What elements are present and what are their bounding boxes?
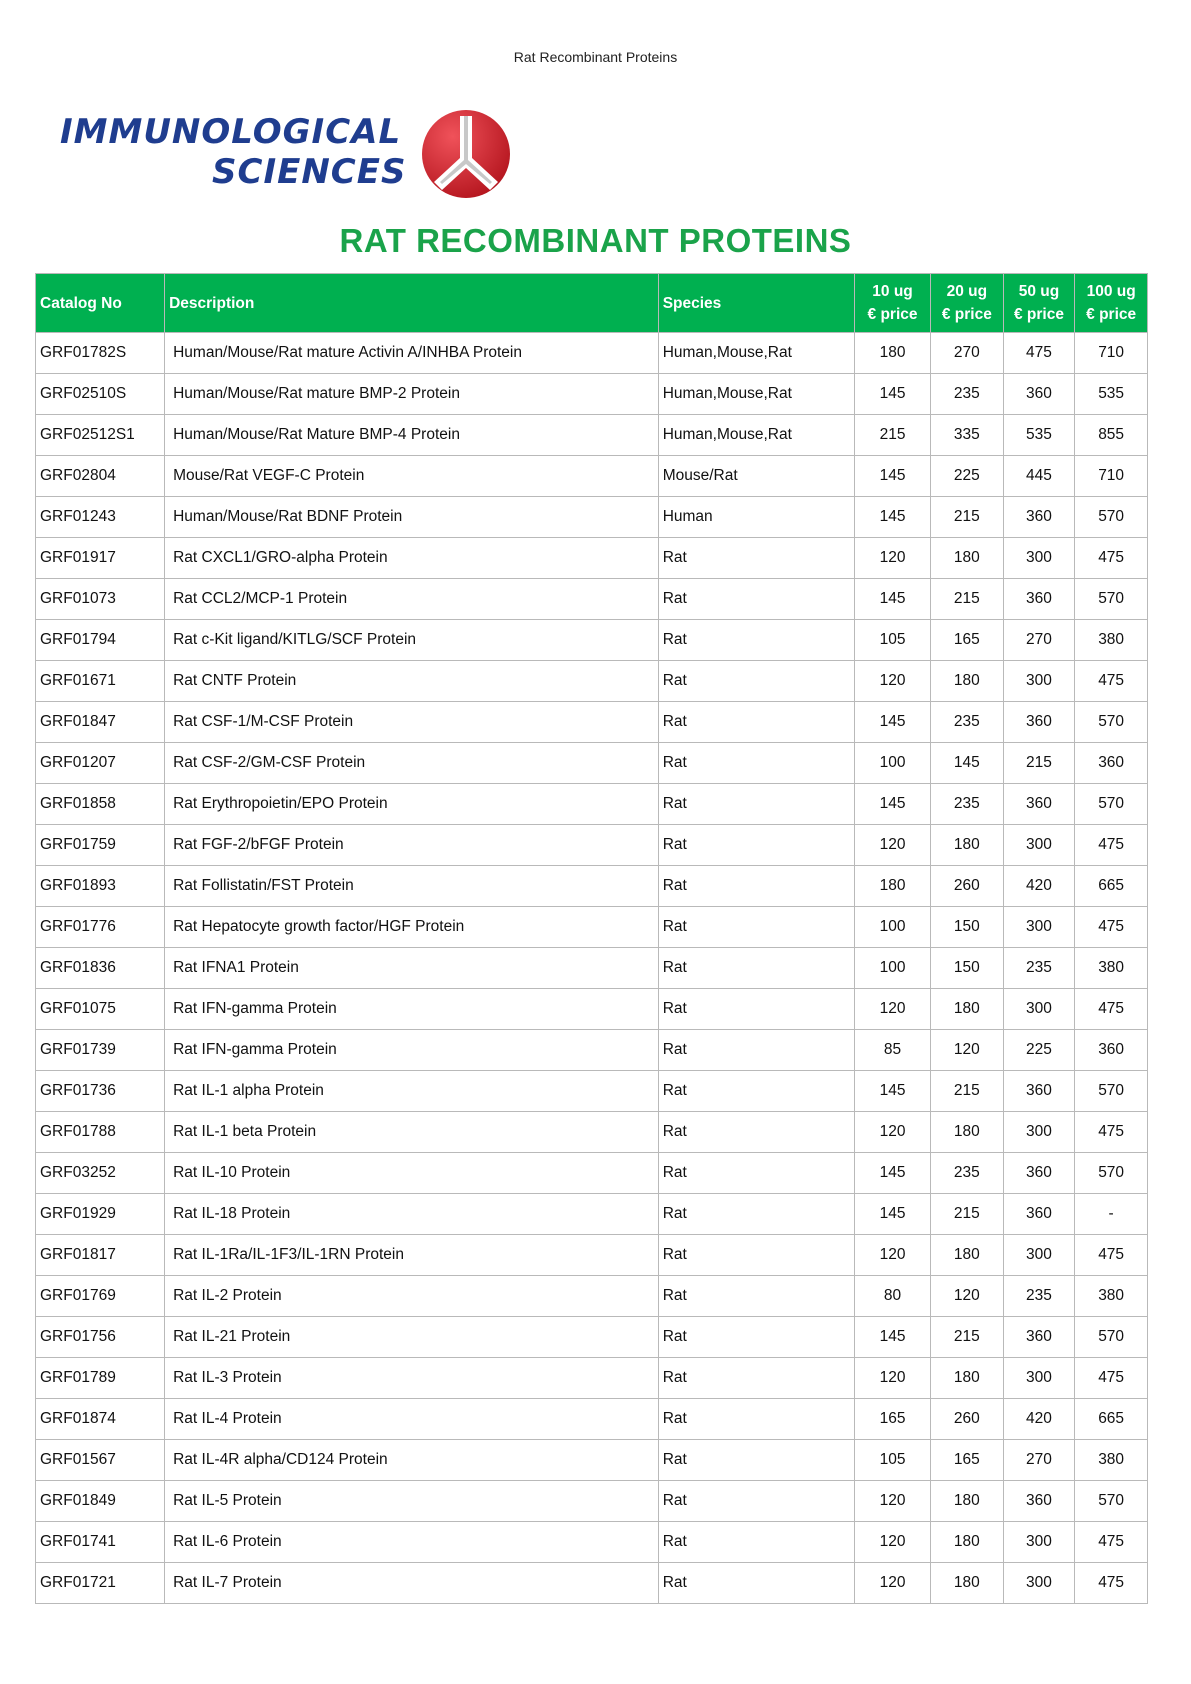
table-row [36,497,1148,538]
description-cell: Rat IL-1 beta Protein [165,1112,659,1153]
column-header-line: 10 ug [872,283,913,300]
species-cell: Rat [658,620,854,661]
table-row [36,1358,1148,1399]
table-row [36,1563,1148,1604]
table-row [36,1399,1148,1440]
price-50ug-cell: 300 [1003,1522,1075,1563]
price-10ug-cell: 85 [855,1030,931,1071]
description-cell: Rat IL-7 Protein [165,1563,659,1604]
species-cell: Rat [658,1358,854,1399]
table-row [36,1030,1148,1071]
table-row [36,333,1148,374]
price-20ug-cell: 215 [931,579,1004,620]
price-20ug-cell: 215 [931,1317,1004,1358]
catalog-cell: GRF01671 [36,661,165,702]
table-row [36,948,1148,989]
catalog-cell: GRF01073 [36,579,165,620]
price-10ug-cell: 120 [855,1235,931,1276]
table-row [36,620,1148,661]
column-header-species: Species [658,274,854,333]
price-100ug-cell: 475 [1075,1112,1148,1153]
price-100ug-cell: 570 [1075,1153,1148,1194]
column-header-10ug-price [855,274,931,333]
species-cell: Rat [658,784,854,825]
description-cell: Human/Mouse/Rat mature BMP-2 Protein [165,374,659,415]
catalog-cell: GRF01769 [36,1276,165,1317]
price-100ug-cell: - [1075,1194,1148,1235]
price-100ug-cell: 570 [1075,497,1148,538]
description-cell: Rat IL-18 Protein [165,1194,659,1235]
table-body [36,333,1148,1604]
price-20ug-cell: 235 [931,374,1004,415]
price-10ug-cell: 120 [855,1112,931,1153]
species-cell: Rat [658,1235,854,1276]
species-cell: Rat [658,948,854,989]
price-20ug-cell: 335 [931,415,1004,456]
species-cell: Human,Mouse,Rat [658,333,854,374]
description-cell: Rat IFNA1 Protein [165,948,659,989]
price-20ug-cell: 180 [931,1522,1004,1563]
price-50ug-cell: 300 [1003,538,1075,579]
column-header-line: 50 ug [1018,283,1060,300]
species-cell: Rat [658,1153,854,1194]
catalog-cell: GRF01739 [36,1030,165,1071]
product-price-table [35,273,1148,1604]
price-10ug-cell: 120 [855,661,931,702]
price-20ug-cell: 225 [931,456,1004,497]
price-20ug-cell: 180 [931,1112,1004,1153]
price-10ug-cell: 100 [855,948,931,989]
column-header-20ug-price [931,274,1004,333]
table-row [36,702,1148,743]
price-20ug-cell: 165 [931,1440,1004,1481]
description-cell: Human/Mouse/Rat BDNF Protein [165,497,659,538]
description-cell: Rat CNTF Protein [165,661,659,702]
price-10ug-cell: 180 [855,333,931,374]
table-row [36,1440,1148,1481]
catalog-cell: GRF01788 [36,1112,165,1153]
description-cell: Rat IL-1 alpha Protein [165,1071,659,1112]
price-100ug-cell: 380 [1075,620,1148,661]
description-cell: Human/Mouse/Rat Mature BMP-4 Protein [165,415,659,456]
species-cell: Rat [658,1522,854,1563]
description-cell: Rat IL-3 Protein [165,1358,659,1399]
table-row [36,1071,1148,1112]
logo-line-2: SCIENCES [212,152,407,192]
catalog-cell: GRF02512S1 [36,415,165,456]
price-100ug-cell: 475 [1075,1563,1148,1604]
price-50ug-cell: 300 [1003,1358,1075,1399]
price-10ug-cell: 120 [855,1481,931,1522]
column-header-line: 20 ug [946,283,988,300]
table-header-row [36,274,1148,333]
price-20ug-cell: 215 [931,497,1004,538]
description-cell: Rat Erythropoietin/EPO Protein [165,784,659,825]
price-100ug-cell: 665 [1075,866,1148,907]
table-row [36,1522,1148,1563]
price-50ug-cell: 360 [1003,1194,1075,1235]
description-cell: Rat CSF-1/M-CSF Protein [165,702,659,743]
price-20ug-cell: 120 [931,1030,1004,1071]
column-header-line: € price [941,306,992,323]
price-10ug-cell: 145 [855,374,931,415]
price-10ug-cell: 165 [855,1399,931,1440]
species-cell: Rat [658,1317,854,1358]
price-20ug-cell: 180 [931,989,1004,1030]
price-10ug-cell: 215 [855,415,931,456]
catalog-cell: GRF01756 [36,1317,165,1358]
price-100ug-cell: 475 [1075,1235,1148,1276]
species-cell: Rat [658,1481,854,1522]
catalog-cell: GRF01741 [36,1522,165,1563]
table-row [36,989,1148,1030]
price-100ug-cell: 710 [1075,333,1148,374]
page-title: RAT RECOMBINANT PROTEINS [339,222,852,259]
price-50ug-cell: 300 [1003,907,1075,948]
table-row [36,456,1148,497]
price-50ug-cell: 360 [1003,1071,1075,1112]
description-cell: Rat IL-1Ra/IL-1F3/IL-1RN Protein [165,1235,659,1276]
price-50ug-cell: 360 [1003,497,1075,538]
price-50ug-cell: 270 [1003,620,1075,661]
species-cell: Rat [658,1563,854,1604]
price-10ug-cell: 145 [855,784,931,825]
price-50ug-cell: 270 [1003,1440,1075,1481]
price-100ug-cell: 360 [1075,743,1148,784]
price-100ug-cell: 570 [1075,1481,1148,1522]
price-20ug-cell: 270 [931,333,1004,374]
price-50ug-cell: 360 [1003,784,1075,825]
price-10ug-cell: 80 [855,1276,931,1317]
price-100ug-cell: 475 [1075,1522,1148,1563]
company-logo [60,108,510,200]
catalog-cell: GRF01893 [36,866,165,907]
price-10ug-cell: 120 [855,1563,931,1604]
species-cell: Rat [658,702,854,743]
price-100ug-cell: 665 [1075,1399,1148,1440]
price-100ug-cell: 475 [1075,825,1148,866]
price-20ug-cell: 145 [931,743,1004,784]
price-100ug-cell: 570 [1075,579,1148,620]
price-100ug-cell: 570 [1075,1071,1148,1112]
catalog-cell: GRF01789 [36,1358,165,1399]
catalog-cell: GRF01794 [36,620,165,661]
table-row [36,866,1148,907]
price-50ug-cell: 535 [1003,415,1075,456]
column-header-line: € price [867,306,918,323]
price-20ug-cell: 260 [931,1399,1004,1440]
catalog-cell: GRF01874 [36,1399,165,1440]
price-50ug-cell: 235 [1003,948,1075,989]
column-header-100ug-price [1075,274,1148,333]
table-row [36,825,1148,866]
description-cell: Rat IFN-gamma Protein [165,989,659,1030]
species-cell: Rat [658,907,854,948]
catalog-cell: GRF01858 [36,784,165,825]
column-header-50ug-price [1003,274,1075,333]
column-header-line: € price [1013,306,1064,323]
species-cell: Rat [658,825,854,866]
description-cell: Rat IL-4 Protein [165,1399,659,1440]
species-cell: Rat [658,538,854,579]
price-20ug-cell: 150 [931,907,1004,948]
price-20ug-cell: 180 [931,538,1004,579]
catalog-cell: GRF01917 [36,538,165,579]
price-50ug-cell: 300 [1003,1563,1075,1604]
table-row [36,1112,1148,1153]
table-row [36,661,1148,702]
price-10ug-cell: 145 [855,702,931,743]
price-50ug-cell: 300 [1003,1112,1075,1153]
price-50ug-cell: 360 [1003,1481,1075,1522]
table-row [36,415,1148,456]
price-50ug-cell: 215 [1003,743,1075,784]
price-100ug-cell: 380 [1075,1276,1148,1317]
description-cell: Rat CSF-2/GM-CSF Protein [165,743,659,784]
price-50ug-cell: 445 [1003,456,1075,497]
price-20ug-cell: 215 [931,1194,1004,1235]
price-50ug-cell: 300 [1003,989,1075,1030]
table-row [36,374,1148,415]
table-row [36,784,1148,825]
price-10ug-cell: 145 [855,1317,931,1358]
antibody-logo-icon [420,108,512,200]
price-10ug-cell: 120 [855,825,931,866]
price-10ug-cell: 100 [855,907,931,948]
species-cell: Rat [658,1112,854,1153]
price-10ug-cell: 145 [855,1071,931,1112]
catalog-cell: GRF02510S [36,374,165,415]
description-cell: Rat IL-21 Protein [165,1317,659,1358]
price-20ug-cell: 235 [931,784,1004,825]
price-100ug-cell: 475 [1075,538,1148,579]
species-cell: Mouse/Rat [658,456,854,497]
catalog-cell: GRF01847 [36,702,165,743]
table-row [36,538,1148,579]
column-header-line: 100 ug [1086,283,1136,300]
catalog-cell: GRF01243 [36,497,165,538]
description-cell: Rat Hepatocyte growth factor/HGF Protein [165,907,659,948]
price-10ug-cell: 120 [855,1358,931,1399]
catalog-cell: GRF01567 [36,1440,165,1481]
price-10ug-cell: 120 [855,538,931,579]
table-row [36,1194,1148,1235]
price-50ug-cell: 300 [1003,825,1075,866]
price-20ug-cell: 180 [931,825,1004,866]
species-cell: Rat [658,1440,854,1481]
table-row [36,1276,1148,1317]
price-50ug-cell: 360 [1003,579,1075,620]
price-100ug-cell: 570 [1075,1317,1148,1358]
table-row [36,1481,1148,1522]
price-20ug-cell: 180 [931,661,1004,702]
price-10ug-cell: 180 [855,866,931,907]
description-cell: Rat FGF-2/bFGF Protein [165,825,659,866]
price-10ug-cell: 145 [855,1153,931,1194]
catalog-cell: GRF01836 [36,948,165,989]
description-cell: Rat IL-2 Protein [165,1276,659,1317]
table-row [36,1235,1148,1276]
price-100ug-cell: 855 [1075,415,1148,456]
description-cell: Rat IFN-gamma Protein [165,1030,659,1071]
species-cell: Rat [658,1030,854,1071]
description-cell: Rat c-Kit ligand/KITLG/SCF Protein [165,620,659,661]
price-50ug-cell: 420 [1003,1399,1075,1440]
price-10ug-cell: 105 [855,1440,931,1481]
table-row [36,1317,1148,1358]
price-20ug-cell: 215 [931,1071,1004,1112]
species-cell: Rat [658,866,854,907]
price-10ug-cell: 120 [855,989,931,1030]
catalog-cell: GRF01776 [36,907,165,948]
description-cell: Rat Follistatin/FST Protein [165,866,659,907]
price-100ug-cell: 475 [1075,661,1148,702]
catalog-cell: GRF01849 [36,1481,165,1522]
price-20ug-cell: 120 [931,1276,1004,1317]
catalog-cell: GRF01721 [36,1563,165,1604]
price-10ug-cell: 145 [855,579,931,620]
price-20ug-cell: 165 [931,620,1004,661]
description-cell: Mouse/Rat VEGF-C Protein [165,456,659,497]
price-100ug-cell: 475 [1075,1358,1148,1399]
catalog-cell: GRF01736 [36,1071,165,1112]
price-20ug-cell: 235 [931,1153,1004,1194]
price-50ug-cell: 360 [1003,702,1075,743]
species-cell: Rat [658,661,854,702]
catalog-cell: GRF01782S [36,333,165,374]
table-row [36,579,1148,620]
table-row [36,743,1148,784]
description-cell: Rat IL-4R alpha/CD124 Protein [165,1440,659,1481]
catalog-cell: GRF01075 [36,989,165,1030]
description-cell: Rat CCL2/MCP-1 Protein [165,579,659,620]
price-50ug-cell: 475 [1003,333,1075,374]
logo-line-1: IMMUNOLOGICAL [60,112,402,152]
price-100ug-cell: 710 [1075,456,1148,497]
species-cell: Rat [658,1276,854,1317]
price-100ug-cell: 570 [1075,702,1148,743]
price-20ug-cell: 180 [931,1481,1004,1522]
price-50ug-cell: 420 [1003,866,1075,907]
price-100ug-cell: 570 [1075,784,1148,825]
catalog-cell: GRF01817 [36,1235,165,1276]
description-cell: Rat IL-10 Protein [165,1153,659,1194]
price-20ug-cell: 235 [931,702,1004,743]
catalog-cell: GRF03252 [36,1153,165,1194]
species-cell: Rat [658,1071,854,1112]
price-20ug-cell: 260 [931,866,1004,907]
price-10ug-cell: 100 [855,743,931,784]
price-100ug-cell: 380 [1075,1440,1148,1481]
description-cell: Rat IL-5 Protein [165,1481,659,1522]
price-20ug-cell: 150 [931,948,1004,989]
price-10ug-cell: 105 [855,620,931,661]
price-50ug-cell: 225 [1003,1030,1075,1071]
species-cell: Human [658,497,854,538]
table-header [36,274,1148,333]
column-header-line: € price [1086,306,1137,323]
species-cell: Rat [658,579,854,620]
price-10ug-cell: 120 [855,1522,931,1563]
price-10ug-cell: 145 [855,497,931,538]
price-50ug-cell: 360 [1003,1153,1075,1194]
catalog-cell: GRF01207 [36,743,165,784]
table-row [36,907,1148,948]
description-cell: Rat CXCL1/GRO-alpha Protein [165,538,659,579]
price-100ug-cell: 475 [1075,907,1148,948]
price-100ug-cell: 535 [1075,374,1148,415]
catalog-cell: GRF01759 [36,825,165,866]
price-100ug-cell: 360 [1075,1030,1148,1071]
price-20ug-cell: 180 [931,1358,1004,1399]
price-10ug-cell: 145 [855,1194,931,1235]
price-100ug-cell: 380 [1075,948,1148,989]
price-50ug-cell: 300 [1003,661,1075,702]
catalog-cell: GRF02804 [36,456,165,497]
price-50ug-cell: 300 [1003,1235,1075,1276]
species-cell: Human,Mouse,Rat [658,374,854,415]
species-cell: Rat [658,1194,854,1235]
price-50ug-cell: 360 [1003,374,1075,415]
species-cell: Rat [658,743,854,784]
price-100ug-cell: 475 [1075,989,1148,1030]
column-header-catalog: Catalog No [36,274,165,333]
table-row [36,1153,1148,1194]
description-cell: Human/Mouse/Rat mature Activin A/INHBA Protein [165,333,659,374]
price-50ug-cell: 235 [1003,1276,1075,1317]
species-cell: Rat [658,989,854,1030]
column-header-description: Description [165,274,659,333]
price-20ug-cell: 180 [931,1563,1004,1604]
catalog-cell: GRF01929 [36,1194,165,1235]
species-cell: Rat [658,1399,854,1440]
price-10ug-cell: 145 [855,456,931,497]
species-cell: Human,Mouse,Rat [658,415,854,456]
description-cell: Rat IL-6 Protein [165,1522,659,1563]
price-20ug-cell: 180 [931,1235,1004,1276]
running-header: Rat Recombinant Proteins [513,49,678,65]
price-50ug-cell: 360 [1003,1317,1075,1358]
